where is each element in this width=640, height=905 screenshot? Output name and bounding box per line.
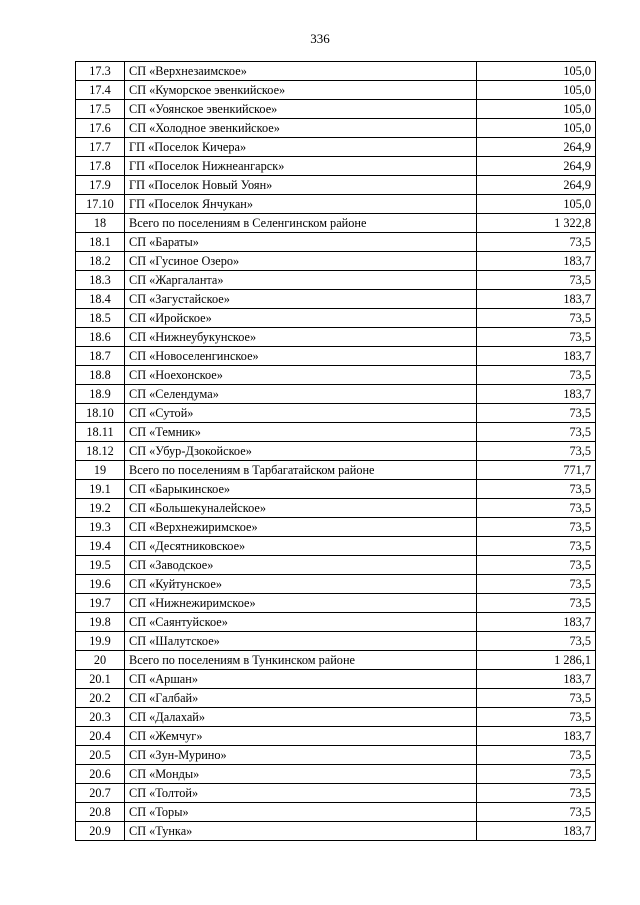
row-number-cell: 17.7 xyxy=(76,138,125,157)
amount-cell: 73,5 xyxy=(477,556,596,575)
row-number-cell: 19 xyxy=(76,461,125,480)
amount-cell: 264,9 xyxy=(477,176,596,195)
settlement-name-cell: СП «Холодное эвенкийское» xyxy=(125,119,477,138)
table-row xyxy=(76,480,596,499)
settlement-name-cell: СП «Куйтунское» xyxy=(125,575,477,594)
table-row xyxy=(76,689,596,708)
table-row xyxy=(76,632,596,651)
table-row xyxy=(76,537,596,556)
settlement-name-cell: ГП «Поселок Кичера» xyxy=(125,138,477,157)
row-number-cell: 19.4 xyxy=(76,537,125,556)
settlement-name-cell: СП «Куморское эвенкийское» xyxy=(125,81,477,100)
amount-cell: 73,5 xyxy=(477,746,596,765)
amount-cell: 183,7 xyxy=(477,670,596,689)
settlement-name-cell: СП «Нижнеубукунское» xyxy=(125,328,477,347)
settlement-name-cell: СП «Далахай» xyxy=(125,708,477,727)
table-row xyxy=(76,404,596,423)
settlement-name-cell: Всего по поселениям в Тарбагатайском районе xyxy=(125,461,477,480)
settlement-name-cell: СП «Барыкинское» xyxy=(125,480,477,499)
row-number-cell: 18.11 xyxy=(76,423,125,442)
settlement-name-cell: СП «Селендума» xyxy=(125,385,477,404)
row-number-cell: 20.9 xyxy=(76,822,125,841)
table-row xyxy=(76,62,596,81)
settlement-name-cell: СП «Темник» xyxy=(125,423,477,442)
row-number-cell: 17.5 xyxy=(76,100,125,119)
amount-cell: 105,0 xyxy=(477,62,596,81)
table-row xyxy=(76,803,596,822)
table-row xyxy=(76,613,596,632)
table-row xyxy=(76,366,596,385)
row-number-cell: 18.9 xyxy=(76,385,125,404)
table-row xyxy=(76,195,596,214)
settlement-name-cell: СП «Сутой» xyxy=(125,404,477,423)
settlement-name-cell: СП «Новоселенгинское» xyxy=(125,347,477,366)
row-number-cell: 18 xyxy=(76,214,125,233)
amount-cell: 183,7 xyxy=(477,290,596,309)
table-row xyxy=(76,385,596,404)
amount-cell: 73,5 xyxy=(477,404,596,423)
amount-cell: 73,5 xyxy=(477,366,596,385)
table-row xyxy=(76,822,596,841)
settlement-name-cell: СП «Заводское» xyxy=(125,556,477,575)
row-number-cell: 18.5 xyxy=(76,309,125,328)
amount-cell: 73,5 xyxy=(477,442,596,461)
table-row xyxy=(76,328,596,347)
row-number-cell: 17.9 xyxy=(76,176,125,195)
amount-cell: 105,0 xyxy=(477,81,596,100)
settlement-name-cell: СП «Саянтуйское» xyxy=(125,613,477,632)
amount-cell: 105,0 xyxy=(477,100,596,119)
row-number-cell: 17.4 xyxy=(76,81,125,100)
amount-cell: 73,5 xyxy=(477,689,596,708)
row-number-cell: 20 xyxy=(76,651,125,670)
table-row xyxy=(76,252,596,271)
row-number-cell: 18.12 xyxy=(76,442,125,461)
table-row xyxy=(76,765,596,784)
table-row xyxy=(76,746,596,765)
table-row xyxy=(76,271,596,290)
table-body xyxy=(76,62,596,841)
table-row xyxy=(76,651,596,670)
amount-cell: 73,5 xyxy=(477,499,596,518)
row-number-cell: 17.6 xyxy=(76,119,125,138)
amount-cell: 73,5 xyxy=(477,784,596,803)
settlement-name-cell: СП «Иройское» xyxy=(125,309,477,328)
row-number-cell: 20.8 xyxy=(76,803,125,822)
settlement-name-cell: ГП «Поселок Нижнеангарск» xyxy=(125,157,477,176)
row-number-cell: 19.3 xyxy=(76,518,125,537)
amount-cell: 183,7 xyxy=(477,727,596,746)
amount-cell: 105,0 xyxy=(477,195,596,214)
table-row xyxy=(76,594,596,613)
table-row xyxy=(76,176,596,195)
amount-cell: 264,9 xyxy=(477,157,596,176)
settlement-name-cell: СП «Зун-Мурино» xyxy=(125,746,477,765)
amount-cell: 73,5 xyxy=(477,803,596,822)
settlement-name-cell: СП «Десятниковское» xyxy=(125,537,477,556)
table-row xyxy=(76,442,596,461)
amount-cell: 73,5 xyxy=(477,594,596,613)
table-row xyxy=(76,138,596,157)
page-number: 336 xyxy=(310,31,330,46)
row-number-cell: 19.2 xyxy=(76,499,125,518)
table-row xyxy=(76,309,596,328)
settlement-name-cell: Всего по поселениям в Тункинском районе xyxy=(125,651,477,670)
settlement-name-cell: СП «Нижнежиримское» xyxy=(125,594,477,613)
settlement-name-cell: Всего по поселениям в Селенгинском районе xyxy=(125,214,477,233)
amount-cell: 73,5 xyxy=(477,233,596,252)
settlement-name-cell: СП «Торы» xyxy=(125,803,477,822)
amount-cell: 73,5 xyxy=(477,518,596,537)
settlement-name-cell: СП «Галбай» xyxy=(125,689,477,708)
row-number-cell: 17.3 xyxy=(76,62,125,81)
amount-cell: 73,5 xyxy=(477,271,596,290)
table-row xyxy=(76,157,596,176)
amount-cell: 183,7 xyxy=(477,385,596,404)
amount-cell: 73,5 xyxy=(477,480,596,499)
table-row xyxy=(76,575,596,594)
table-row xyxy=(76,708,596,727)
amount-cell: 183,7 xyxy=(477,347,596,366)
row-number-cell: 19.8 xyxy=(76,613,125,632)
settlement-name-cell: СП «Загустайское» xyxy=(125,290,477,309)
table-row xyxy=(76,290,596,309)
settlement-name-cell: СП «Бараты» xyxy=(125,233,477,252)
table-row xyxy=(76,100,596,119)
settlement-name-cell: СП «Ноехонское» xyxy=(125,366,477,385)
table-row xyxy=(76,518,596,537)
amount-cell: 73,5 xyxy=(477,537,596,556)
settlement-name-cell: СП «Тунка» xyxy=(125,822,477,841)
amount-cell: 1 322,8 xyxy=(477,214,596,233)
row-number-cell: 17.10 xyxy=(76,195,125,214)
settlement-name-cell: ГП «Поселок Янчукан» xyxy=(125,195,477,214)
table-row xyxy=(76,119,596,138)
settlement-name-cell: СП «Монды» xyxy=(125,765,477,784)
row-number-cell: 18.8 xyxy=(76,366,125,385)
settlement-name-cell: СП «Шалутское» xyxy=(125,632,477,651)
amount-cell: 183,7 xyxy=(477,822,596,841)
row-number-cell: 20.3 xyxy=(76,708,125,727)
amount-cell: 1 286,1 xyxy=(477,651,596,670)
amount-cell: 73,5 xyxy=(477,632,596,651)
row-number-cell: 19.1 xyxy=(76,480,125,499)
table-row xyxy=(76,556,596,575)
amount-cell: 264,9 xyxy=(477,138,596,157)
settlement-name-cell: СП «Жемчуг» xyxy=(125,727,477,746)
amount-cell: 73,5 xyxy=(477,708,596,727)
row-number-cell: 20.4 xyxy=(76,727,125,746)
settlement-name-cell: СП «Уоянское эвенкийское» xyxy=(125,100,477,119)
row-number-cell: 20.1 xyxy=(76,670,125,689)
row-number-cell: 18.2 xyxy=(76,252,125,271)
settlement-name-cell: ГП «Поселок Новый Уоян» xyxy=(125,176,477,195)
row-number-cell: 19.5 xyxy=(76,556,125,575)
row-number-cell: 17.8 xyxy=(76,157,125,176)
settlement-name-cell: СП «Верхнежиримское» xyxy=(125,518,477,537)
row-number-cell: 18.10 xyxy=(76,404,125,423)
row-number-cell: 20.2 xyxy=(76,689,125,708)
amount-cell: 73,5 xyxy=(477,423,596,442)
row-number-cell: 18.7 xyxy=(76,347,125,366)
table-row xyxy=(76,784,596,803)
amount-cell: 73,5 xyxy=(477,309,596,328)
table-row xyxy=(76,727,596,746)
amount-cell: 105,0 xyxy=(477,119,596,138)
row-number-cell: 19.6 xyxy=(76,575,125,594)
amount-cell: 73,5 xyxy=(477,328,596,347)
amount-cell: 183,7 xyxy=(477,613,596,632)
settlement-name-cell: СП «Убур-Дзокойское» xyxy=(125,442,477,461)
row-number-cell: 20.5 xyxy=(76,746,125,765)
table-row xyxy=(76,233,596,252)
settlement-name-cell: СП «Толтой» xyxy=(125,784,477,803)
amount-cell: 73,5 xyxy=(477,575,596,594)
settlements-budget-table xyxy=(75,61,596,841)
amount-cell: 771,7 xyxy=(477,461,596,480)
table-row xyxy=(76,214,596,233)
settlement-name-cell: СП «Аршан» xyxy=(125,670,477,689)
row-number-cell: 18.3 xyxy=(76,271,125,290)
row-number-cell: 18.1 xyxy=(76,233,125,252)
table-row xyxy=(76,499,596,518)
table-row xyxy=(76,423,596,442)
table-row xyxy=(76,347,596,366)
row-number-cell: 20.6 xyxy=(76,765,125,784)
settlement-name-cell: СП «Большекуналейское» xyxy=(125,499,477,518)
amount-cell: 73,5 xyxy=(477,765,596,784)
row-number-cell: 19.9 xyxy=(76,632,125,651)
row-number-cell: 20.7 xyxy=(76,784,125,803)
row-number-cell: 18.6 xyxy=(76,328,125,347)
table-row xyxy=(76,670,596,689)
settlement-name-cell: СП «Жаргаланта» xyxy=(125,271,477,290)
amount-cell: 183,7 xyxy=(477,252,596,271)
row-number-cell: 19.7 xyxy=(76,594,125,613)
table-row xyxy=(76,81,596,100)
settlement-name-cell: СП «Верхнезаимское» xyxy=(125,62,477,81)
row-number-cell: 18.4 xyxy=(76,290,125,309)
table-row xyxy=(76,461,596,480)
settlement-name-cell: СП «Гусиное Озеро» xyxy=(125,252,477,271)
